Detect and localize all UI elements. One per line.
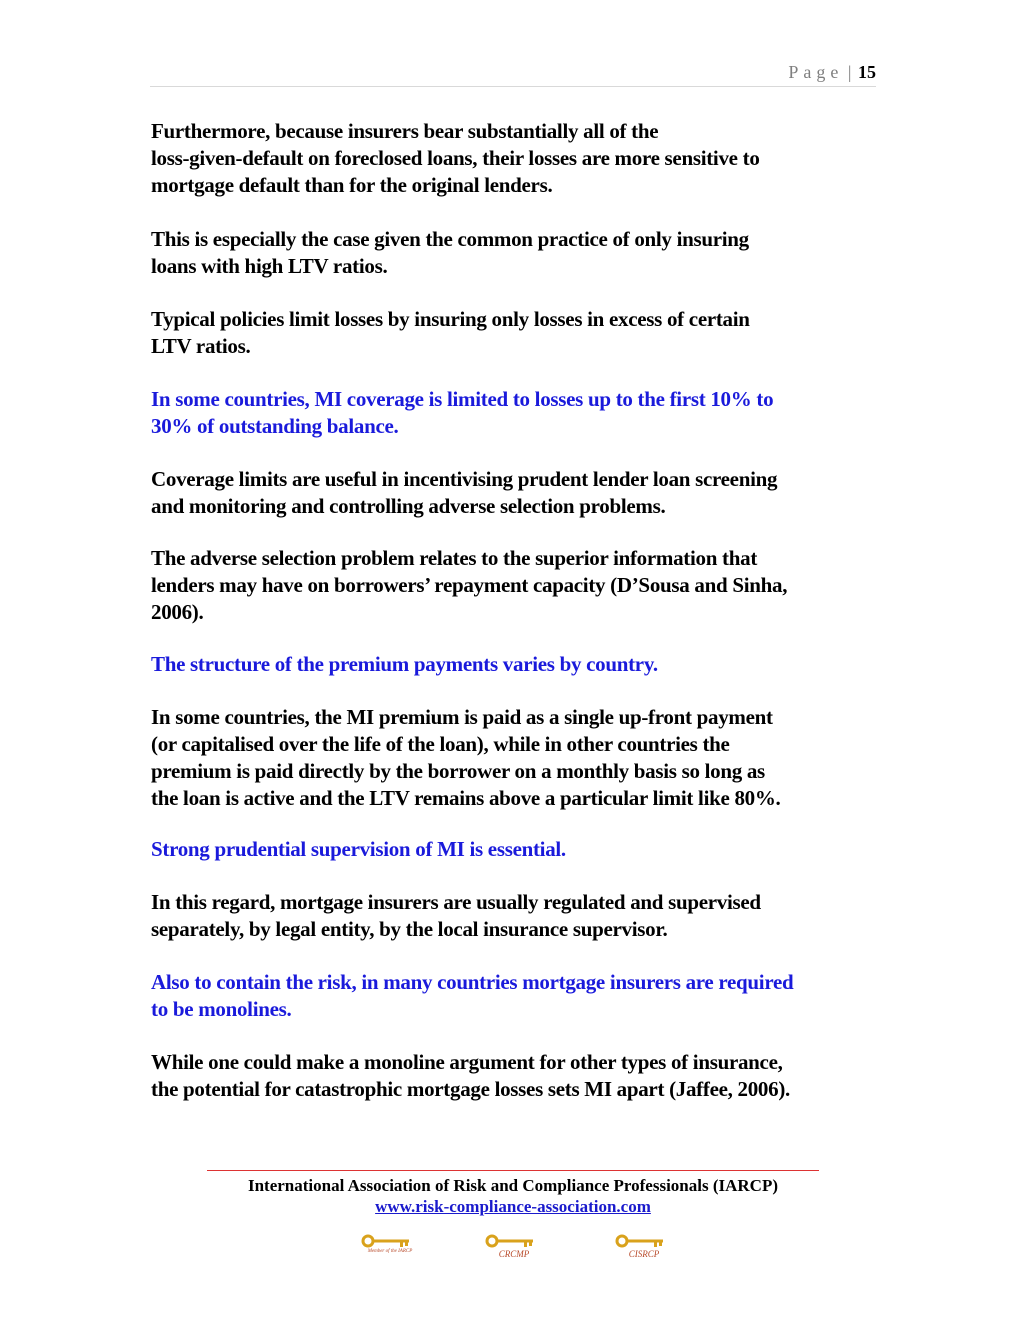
logo-caption: CRCMP (498, 1249, 530, 1259)
paragraph: The adverse selection problem relates to the superior information that lenders may have on borrowers’ repayment capacity (D’Sousa and Sinha, 2006). (151, 546, 788, 624)
key-icon (484, 1234, 544, 1262)
key-icon (614, 1234, 674, 1262)
paragraph: In this regard, mortgage insurers are usually regulated and supervised separately, by legal entity, by the local insurance supervisor. (151, 890, 761, 941)
page-number: 15 (858, 62, 876, 82)
paragraph: While one could make a monoline argument for other types of insurance, the potential for catastrophic mortgage losses sets MI apart (Jaffee, 2006). (151, 1050, 790, 1101)
paragraph-highlight: Strong prudential supervision of MI is essential. (151, 837, 566, 861)
paragraph: Furthermore, because insurers bear substantially all of the loss-given-default on foreclosed loans, their losses are more sensitive to mortgage default than for the original lenders. (151, 119, 760, 197)
logo-caption: Member of the IARCP (367, 1249, 413, 1254)
page-separator: | (847, 62, 852, 82)
paragraph: Coverage limits are useful in incentivising prudent lender loan screening and monitoring and controlling adverse selection problems. (151, 467, 778, 518)
footer-divider (207, 1170, 819, 1171)
organization-name: International Association of Risk and Compliance Professionals (IARCP) (247, 1176, 779, 1195)
website-link[interactable]: www.risk-compliance-association.com (375, 1197, 651, 1216)
key-icon (360, 1234, 420, 1262)
paragraph-highlight: Also to contain the risk, in many countries mortgage insurers are required to be monolines. (151, 970, 794, 1021)
paragraph-highlight: In some countries, MI coverage is limited to losses up to the first 10% to 30% of outstanding balance. (151, 387, 774, 438)
page-label: Page (788, 62, 844, 82)
certification-logos (0, 1234, 1024, 1264)
paragraph: In some countries, the MI premium is paid as a single up-front payment (or capitalised over the life of the loan), while in other countries the premium is paid directly by the borrower on a monthly basis so long as the loan is active and the LTV remains above a particular limit like 80%. (151, 705, 781, 810)
paragraph: Typical policies limit losses by insuring only losses in excess of certain LTV ratios. (151, 307, 750, 358)
document-body (151, 118, 881, 1103)
paragraph-highlight: The structure of the premium payments varies by country. (151, 652, 658, 676)
paragraph: This is especially the case given the common practice of only insuring loans with high LTV ratios. (151, 227, 749, 278)
page-header (150, 58, 876, 87)
logo-caption: CISRCP (628, 1249, 660, 1259)
page-footer (150, 1170, 876, 1217)
